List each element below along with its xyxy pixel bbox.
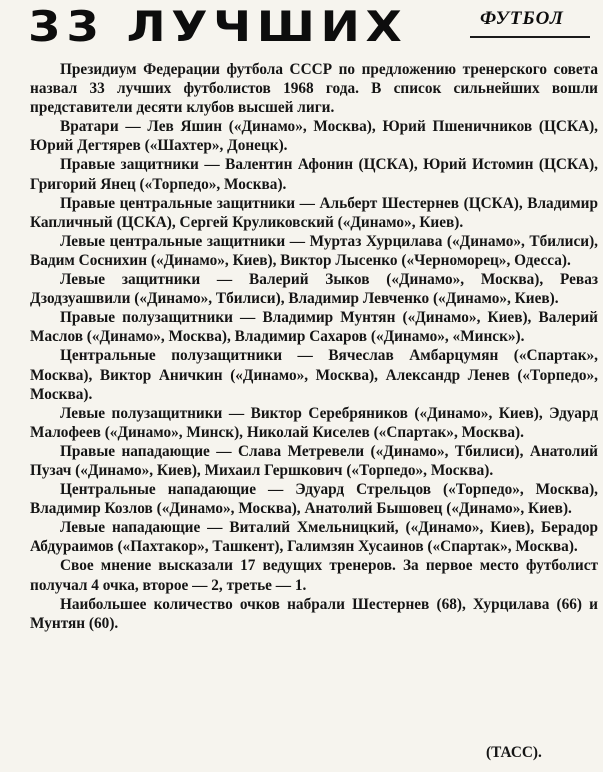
paragraph-goalkeepers: Вратари — Лев Яшин («Динамо», Москва), Юрий Пшеничников (ЦСКА), Юрий Дегтярев («Шахтер», Донецк). <box>30 118 598 155</box>
paragraph-top-scores: Наибольшее количество очков набрали Шестернев (68), Хурцилава (66) и Мунтян (60). <box>30 595 598 632</box>
paragraph-voting: Свое мнение высказали 17 ведущих тренеров. За первое место футболист получал 4 очка, второе — 2, третье — 1. <box>30 557 598 594</box>
rubric-underline <box>470 36 590 38</box>
paragraph-center-midfielders: Центральные полузащитники — Вячеслав Амбарцумян («Спартак», Москва), Виктор Аничкин («Динамо», Москва), Александр Ленев («Торпедо», Москва). <box>30 347 598 403</box>
paragraph-left-center-backs: Левые центральные защитники — Муртаз Хурцилава («Динамо», Тбилиси), Вадим Соснихин («Динамо», Киев), Виктор Лысенко («Черноморец», Одесса). <box>30 232 598 269</box>
paragraph-right-backs: Правые защитники — Валентин Афонин (ЦСКА), Юрий Истомин (ЦСКА), Григорий Янец («Торпедо», Москва). <box>30 156 598 193</box>
paragraph-right-center-backs: Правые центральные защитники — Альберт Шестернев (ЦСКА), Владимир Капличный (ЦСКА), Сергей Круликовский («Динамо», Киев). <box>30 194 598 231</box>
paragraph-center-forwards: Центральные нападающие — Эдуард Стрельцов («Торпедо», Москва), Владимир Козлов («Динамо», Москва), Анатолий Бышовец («Динамо», Киев). <box>30 481 598 518</box>
paragraph-left-backs: Левые защитники — Валерий Зыков («Динамо», Москва), Реваз Дзодзуашвили («Динамо», Тбилиси), Владимир Левченко («Динамо», Киев). <box>30 271 598 308</box>
paragraph-right-midfielders: Правые полузащитники — Владимир Мунтян («Динамо», Киев), Валерий Маслов («Динамо», Москва), Владимир Сахаров («Динамо», «Минск»). <box>30 309 598 346</box>
paragraph-right-forwards: Правые нападающие — Слава Метревели («Динамо», Тбилиси), Анатолий Пузач («Динамо», Киев), Михаил Гершкович («Торпедо», Москва). <box>30 442 598 479</box>
paragraph-left-midfielders: Левые полузащитники — Виктор Серебряников («Динамо», Киев), Эдуард Малофеев («Динамо», Минск), Николай Киселев («Спартак», Москва). <box>30 404 598 441</box>
article-body <box>30 60 598 633</box>
rubric-label: ФУТБОЛ <box>480 8 564 29</box>
paragraph-intro: Президиум Федерации футбола СССР по предложению тренерского совета назвал 33 лучших футболистов 1968 года. В список сильнейших вошли представители десяти клубов высшей лиги. <box>30 61 598 117</box>
paragraph-left-forwards: Левые нападающие — Виталий Хмельницкий, («Динамо», Киев), Берадор Абдураимов («Пахтакор», Ташкент), Галимзян Хусаинов («Спартак», Москва). <box>30 519 598 556</box>
headline: 33 ЛУЧШИХ <box>28 2 408 51</box>
source-credit: (ТАСС). <box>486 744 542 761</box>
